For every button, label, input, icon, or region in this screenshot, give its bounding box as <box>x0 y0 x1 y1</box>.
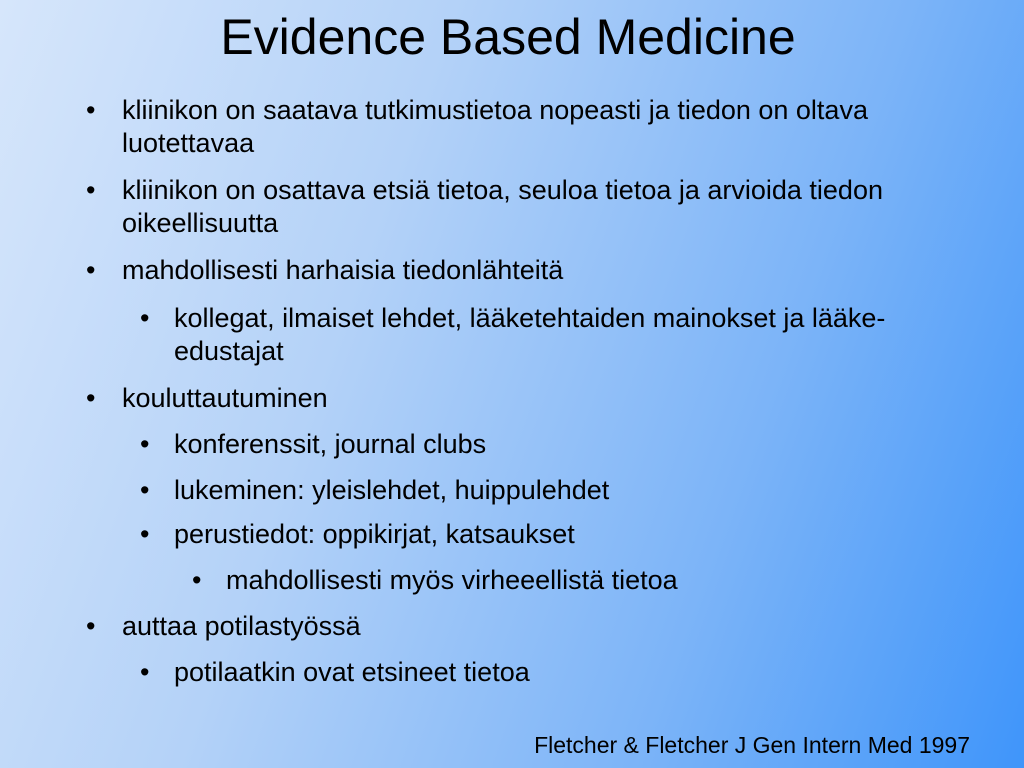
bullet-text: kliinikon on saatava tutkimustietoa nopeasti ja tiedon on oltava luotettavaa <box>122 95 868 158</box>
bullet-item <box>86 610 996 643</box>
bullet-dot-icon: • <box>140 429 150 459</box>
sub-bullet-item <box>140 656 990 689</box>
bullet-dot-icon: • <box>86 175 96 205</box>
bullet-text: mahdollisesti harhaisia tiedonlähteitä <box>122 255 564 285</box>
bullet-text: kouluttautuminen <box>122 383 328 413</box>
bullet-dot-icon: • <box>140 657 150 687</box>
sub-bullet-item <box>140 428 990 461</box>
bullet-item <box>86 382 996 415</box>
bullet-item <box>86 94 996 160</box>
bullet-dot-icon: • <box>86 255 96 285</box>
bullet-item <box>86 254 996 287</box>
bullet-dot-icon: • <box>140 475 150 505</box>
bullet-dot-icon: • <box>140 519 150 549</box>
citation: Fletcher & Fletcher J Gen Intern Med 1997 <box>534 732 970 758</box>
slide-title: Evidence Based Medicine <box>220 9 796 65</box>
bullet-text: lukeminen: yleislehdet, huippulehdet <box>174 475 610 505</box>
sub-bullet-item <box>140 302 990 368</box>
bullet-dot-icon: • <box>86 383 96 413</box>
bullet-dot-icon: • <box>86 95 96 125</box>
bullet-text: mahdollisesti myös virheeellistä tietoa <box>226 565 678 595</box>
bullet-dot-icon: • <box>192 565 202 595</box>
sub-bullet-item <box>140 474 990 507</box>
bullet-text: auttaa potilastyössä <box>122 611 361 641</box>
bullet-item <box>86 174 996 240</box>
bullet-dot-icon: • <box>140 303 150 333</box>
bullet-text: kollegat, ilmaiset lehdet, lääketehtaiden mainokset ja lääke-edustajat <box>174 303 886 366</box>
sub-sub-bullet-item <box>192 564 992 597</box>
bullet-text: kliinikon on osattava etsiä tietoa, seuloa tietoa ja arvioida tiedon oikeellisuutta <box>122 175 883 238</box>
bullet-text: konferenssit, journal clubs <box>174 429 487 459</box>
bullet-text: perustiedot: oppikirjat, katsaukset <box>174 519 575 549</box>
bullet-dot-icon: • <box>86 611 96 641</box>
sub-bullet-item <box>140 518 990 551</box>
bullet-text: potilaatkin ovat etsineet tietoa <box>174 657 530 687</box>
